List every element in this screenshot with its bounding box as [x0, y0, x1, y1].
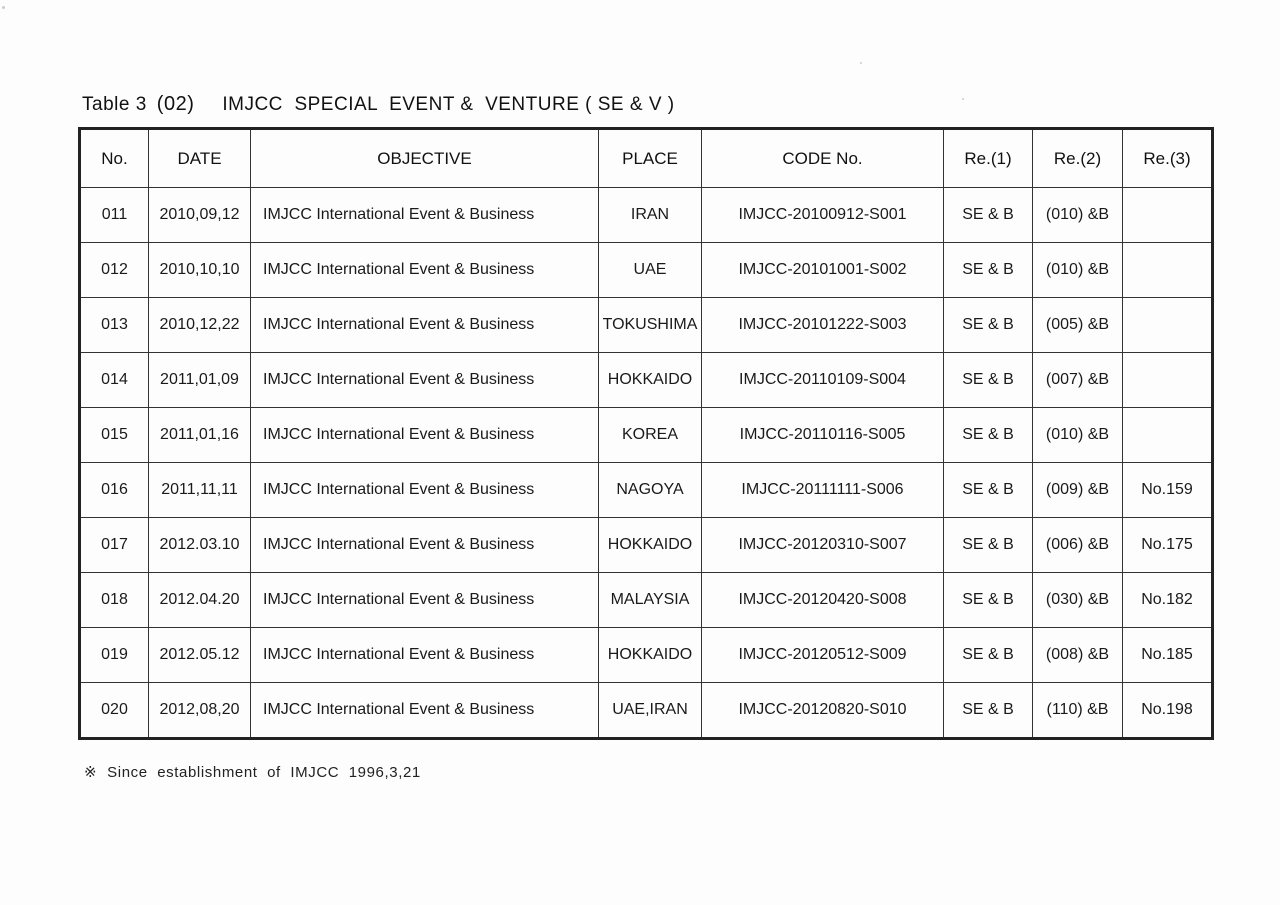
cell-no: 012	[80, 243, 149, 298]
cell-re3	[1123, 243, 1213, 298]
cell-code: IMJCC-20100912-S001	[702, 188, 944, 243]
col-header-re1: Re.(1)	[944, 129, 1033, 188]
cell-re3	[1123, 353, 1213, 408]
cell-re1: SE & B	[944, 298, 1033, 353]
cell-re1: SE & B	[944, 573, 1033, 628]
cell-objective: IMJCC International Event & Business	[251, 518, 599, 573]
col-header-objective: OBJECTIVE	[251, 129, 599, 188]
table-number: (02)	[156, 93, 195, 115]
col-header-code: CODE No.	[702, 129, 944, 188]
col-header-re3: Re.(3)	[1123, 129, 1213, 188]
cell-date: 2011,11,11	[149, 463, 251, 518]
cell-re3: No.185	[1123, 628, 1213, 683]
cell-re2: (110) &B	[1033, 683, 1123, 739]
cell-re3	[1123, 298, 1213, 353]
cell-no: 016	[80, 463, 149, 518]
cell-date: 2011,01,16	[149, 408, 251, 463]
cell-objective: IMJCC International Event & Business	[251, 243, 599, 298]
cell-re1: SE & B	[944, 188, 1033, 243]
cell-no: 011	[80, 188, 149, 243]
cell-date: 2012.05.12	[149, 628, 251, 683]
col-header-no: No.	[80, 129, 149, 188]
table-row	[80, 408, 1213, 463]
cell-re1: SE & B	[944, 408, 1033, 463]
cell-no: 013	[80, 298, 149, 353]
cell-re2: (005) &B	[1033, 298, 1123, 353]
cell-objective: IMJCC International Event & Business	[251, 298, 599, 353]
table-row	[80, 628, 1213, 683]
cell-re3: No.198	[1123, 683, 1213, 739]
cell-re3: No.182	[1123, 573, 1213, 628]
cell-place: KOREA	[599, 408, 702, 463]
cell-place: NAGOYA	[599, 463, 702, 518]
cell-place: IRAN	[599, 188, 702, 243]
cell-date: 2012,08,20	[149, 683, 251, 739]
col-header-re2: Re.(2)	[1033, 129, 1123, 188]
cell-re3: No.159	[1123, 463, 1213, 518]
cell-objective: IMJCC International Event & Business	[251, 463, 599, 518]
cell-place: UAE,IRAN	[599, 683, 702, 739]
cell-objective: IMJCC International Event & Business	[251, 353, 599, 408]
cell-place: HOKKAIDO	[599, 353, 702, 408]
cell-no: 020	[80, 683, 149, 739]
table-row	[80, 298, 1213, 353]
cell-date: 2010,12,22	[149, 298, 251, 353]
cell-date: 2010,10,10	[149, 243, 251, 298]
cell-re1: SE & B	[944, 683, 1033, 739]
cell-re2: (010) &B	[1033, 408, 1123, 463]
cell-re1: SE & B	[944, 518, 1033, 573]
table-label: Table 3	[82, 94, 147, 115]
cell-date: 2011,01,09	[149, 353, 251, 408]
reference-mark-icon: ※	[84, 764, 98, 781]
table-row	[80, 573, 1213, 628]
cell-re1: SE & B	[944, 353, 1033, 408]
cell-place: HOKKAIDO	[599, 518, 702, 573]
cell-re1: SE & B	[944, 463, 1033, 518]
cell-code: IMJCC-20101222-S003	[702, 298, 944, 353]
table-heading: IMJCC SPECIAL EVENT & VENTURE ( SE & V )	[222, 94, 675, 115]
col-header-date: DATE	[149, 129, 251, 188]
table-row	[80, 683, 1213, 739]
cell-code: IMJCC-20111111-S006	[702, 463, 944, 518]
cell-objective: IMJCC International Event & Business	[251, 683, 599, 739]
scan-speck	[962, 98, 964, 100]
cell-re2: (008) &B	[1033, 628, 1123, 683]
events-table	[78, 127, 1214, 740]
cell-re2: (006) &B	[1033, 518, 1123, 573]
table-row	[80, 353, 1213, 408]
cell-objective: IMJCC International Event & Business	[251, 188, 599, 243]
cell-code: IMJCC-20120820-S010	[702, 683, 944, 739]
cell-objective: IMJCC International Event & Business	[251, 408, 599, 463]
table-title	[82, 93, 675, 116]
cell-re2: (009) &B	[1033, 463, 1123, 518]
cell-date: 2012.03.10	[149, 518, 251, 573]
cell-no: 019	[80, 628, 149, 683]
cell-date: 2010,09,12	[149, 188, 251, 243]
table-row	[80, 463, 1213, 518]
cell-objective: IMJCC International Event & Business	[251, 628, 599, 683]
cell-no: 014	[80, 353, 149, 408]
cell-no: 015	[80, 408, 149, 463]
cell-re3	[1123, 408, 1213, 463]
cell-place: UAE	[599, 243, 702, 298]
cell-code: IMJCC-20120310-S007	[702, 518, 944, 573]
col-header-place: PLACE	[599, 129, 702, 188]
cell-place: MALAYSIA	[599, 573, 702, 628]
cell-no: 018	[80, 573, 149, 628]
cell-objective: IMJCC International Event & Business	[251, 573, 599, 628]
cell-re2: (030) &B	[1033, 573, 1123, 628]
cell-code: IMJCC-20120512-S009	[702, 628, 944, 683]
cell-code: IMJCC-20101001-S002	[702, 243, 944, 298]
scan-speck	[860, 62, 862, 64]
header-row	[80, 129, 1213, 188]
cell-re1: SE & B	[944, 628, 1033, 683]
cell-re3: No.175	[1123, 518, 1213, 573]
footnote	[84, 763, 421, 781]
cell-code: IMJCC-20110116-S005	[702, 408, 944, 463]
table-row	[80, 243, 1213, 298]
table-row	[80, 188, 1213, 243]
cell-place: HOKKAIDO	[599, 628, 702, 683]
cell-no: 017	[80, 518, 149, 573]
cell-re2: (007) &B	[1033, 353, 1123, 408]
footnote-text: Since establishment of IMJCC 1996,3,21	[107, 764, 421, 781]
scan-speck	[2, 6, 5, 9]
cell-date: 2012.04.20	[149, 573, 251, 628]
cell-re2: (010) &B	[1033, 188, 1123, 243]
cell-place: TOKUSHIMA	[599, 298, 702, 353]
table-row	[80, 518, 1213, 573]
cell-code: IMJCC-20110109-S004	[702, 353, 944, 408]
cell-re2: (010) &B	[1033, 243, 1123, 298]
cell-code: IMJCC-20120420-S008	[702, 573, 944, 628]
cell-re3	[1123, 188, 1213, 243]
cell-re1: SE & B	[944, 243, 1033, 298]
